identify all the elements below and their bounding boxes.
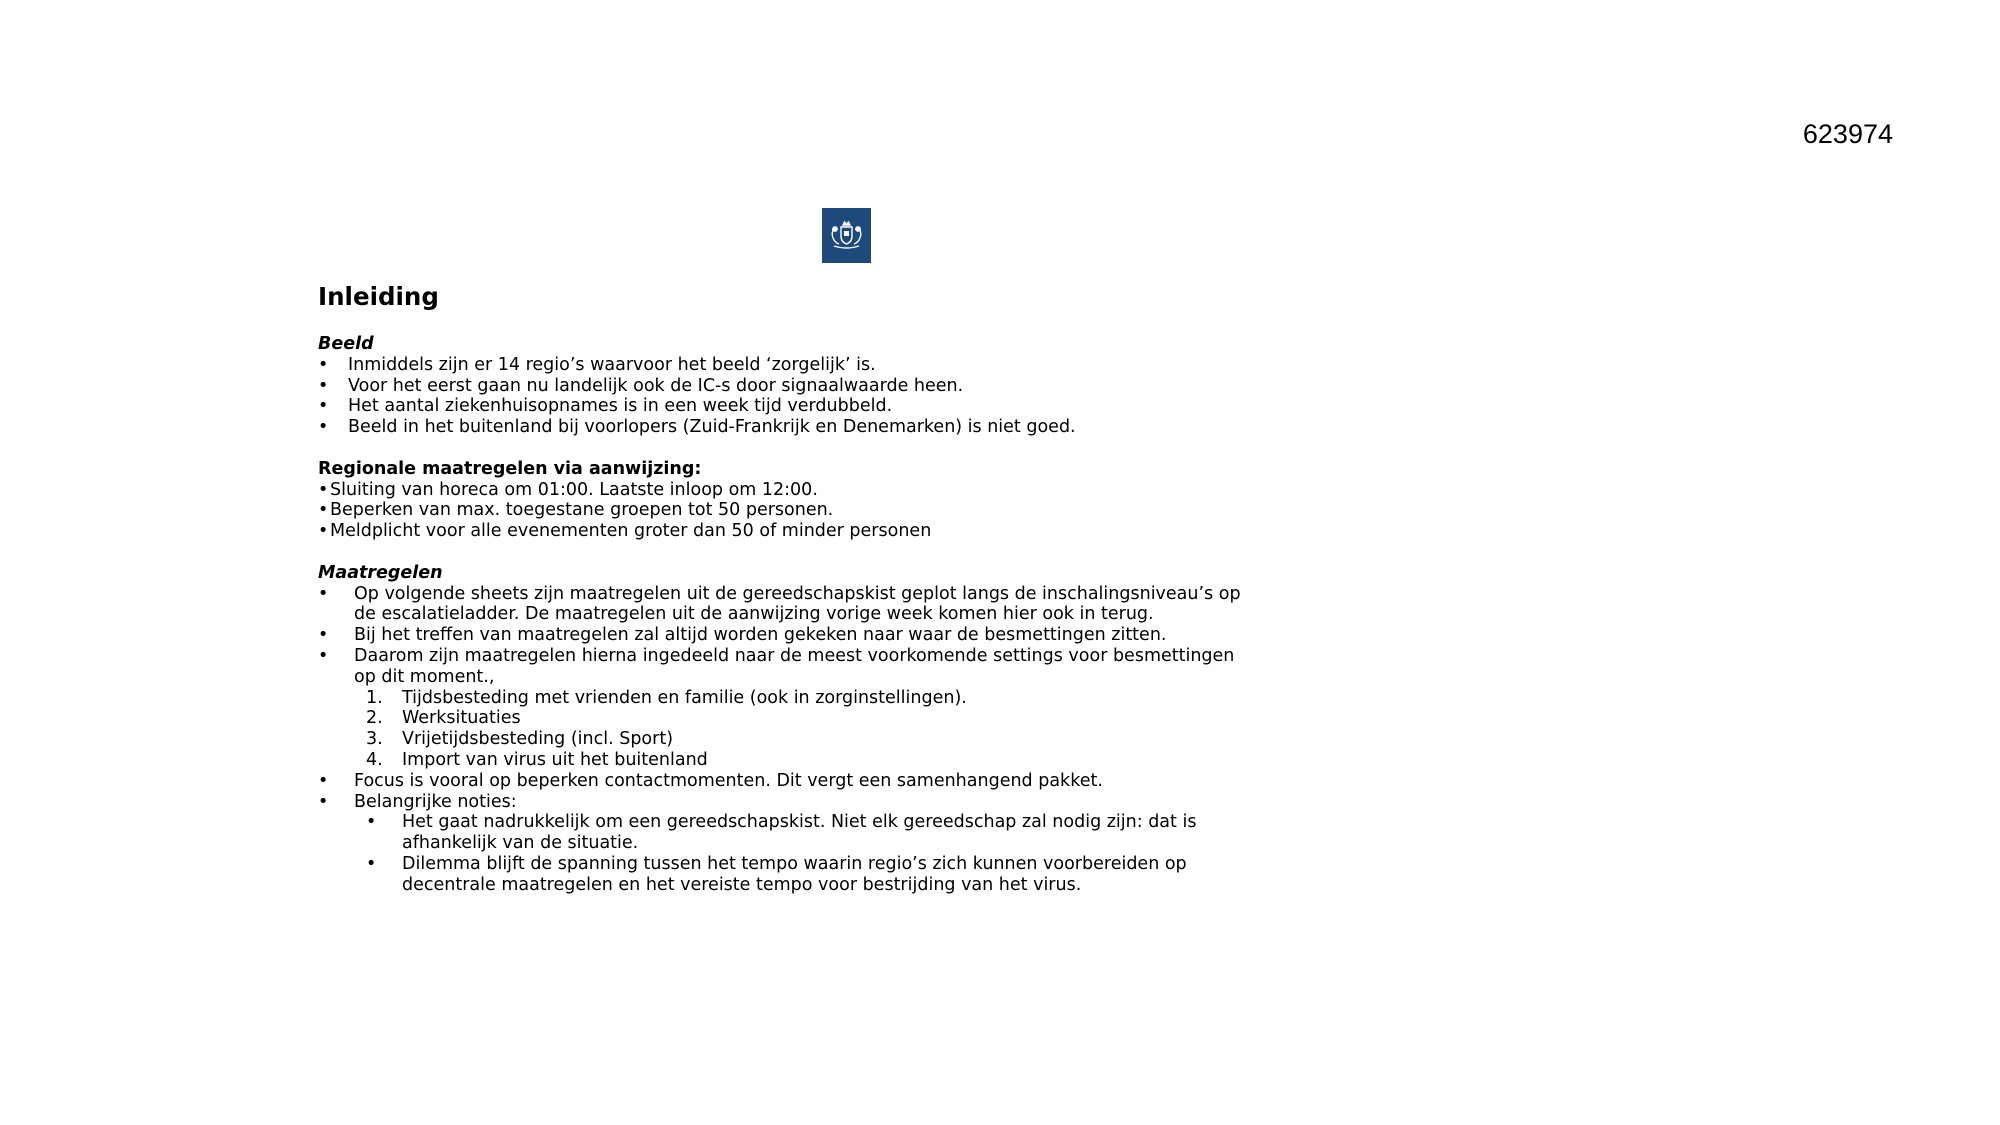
numbered-item: 3. Vrijetijdsbesteding (incl. Sport)	[366, 729, 674, 750]
bullet-icon: •	[318, 625, 329, 646]
rijksoverheid-logo	[822, 208, 871, 263]
bullet-icon: •	[318, 500, 329, 521]
list-item: • Meldplicht voor alle evenementen groter dan 50 of minder personen	[318, 521, 932, 542]
bullet-icon: •	[318, 375, 329, 396]
list-item: • Focus is vooral op beperken contactmomenten. Dit vergt een samenhangend pakket.	[318, 770, 1103, 791]
bullet-icon: •	[318, 521, 329, 542]
section-maatregelen	[318, 563, 1258, 896]
list-item: • Inmiddels zijn er 14 regio’s waarvoor het beeld ‘zorgelijk’ is.	[318, 354, 876, 375]
numbered-item: 4. Import van virus uit het buitenland	[366, 749, 708, 770]
numbered-item: 2. Werksituaties	[366, 708, 521, 729]
list-item: • Voor het eerst gaan nu landelijk ook de IC-s door signaalwaarde heen.	[318, 375, 964, 396]
document-number: 623974	[1802, 119, 1893, 149]
page-title: Inleiding	[318, 282, 439, 311]
document-body	[318, 282, 1258, 916]
section-heading-regionaal: Regionale maatregelen via aanwijzing:	[318, 458, 702, 479]
bullet-icon: •	[318, 479, 329, 500]
bullet-icon: •	[366, 812, 377, 833]
numbered-item: 1. Tijdsbesteding met vrienden en familie (ook in zorginstellingen).	[366, 687, 967, 708]
section-beeld	[318, 334, 1258, 438]
note-item: • Dilemma blijft de spanning tussen het tempo waarin regio’s zich kunnen voorbereiden op decentrale maatregelen en het vereiste tempo voor bestrijding van het virus.	[366, 853, 1187, 895]
note-item: • Het gaat nadrukkelijk om een gereedschapskist. Niet elk gereedschap zal nodig zijn: dat is afhankelijk van de situatie.	[366, 812, 1197, 854]
list-item: • Het aantal ziekenhuisopnames is in een week tijd verdubbeld.	[318, 396, 893, 417]
section-heading-beeld: Beeld	[318, 334, 374, 354]
list-item: • Op volgende sheets zijn maatregelen uit de gereedschapskist geplot langs de inschalingsniveau’s op de escalatieladder. De maatregelen uit de aanwijzing vorige week komen hier ook in terug.	[318, 583, 1241, 625]
bullet-icon: •	[318, 396, 329, 417]
bullet-icon: •	[318, 770, 329, 791]
list-item: • Daarom zijn maatregelen hierna ingedeeld naar de meest voorkomende settings voor besmettingen op dit moment.,	[318, 645, 1235, 687]
list-item: • Bij het treffen van maatregelen zal altijd worden gekeken naar waar de besmettingen zitten.	[318, 625, 1167, 646]
bullet-icon: •	[318, 791, 329, 812]
bullet-icon: •	[318, 417, 329, 438]
bullet-icon: •	[318, 583, 329, 604]
list-item: • Sluiting van horeca om 01:00. Laatste inloop om 12:00.	[318, 479, 818, 500]
list-item: • Beperken van max. toegestane groepen tot 50 personen.	[318, 500, 834, 521]
bullet-icon: •	[318, 354, 329, 375]
section-regionale-maatregelen	[318, 459, 1258, 542]
bullet-icon: •	[366, 853, 377, 874]
list-item: • Belangrijke noties:	[318, 791, 517, 812]
list-item: • Beeld in het buitenland bij voorlopers (Zuid-Frankrijk en Denemarken) is niet goed.	[318, 417, 1076, 438]
section-heading-maatregelen: Maatregelen	[318, 562, 443, 583]
coat-of-arms-icon	[822, 208, 871, 263]
bullet-icon: •	[318, 645, 329, 666]
